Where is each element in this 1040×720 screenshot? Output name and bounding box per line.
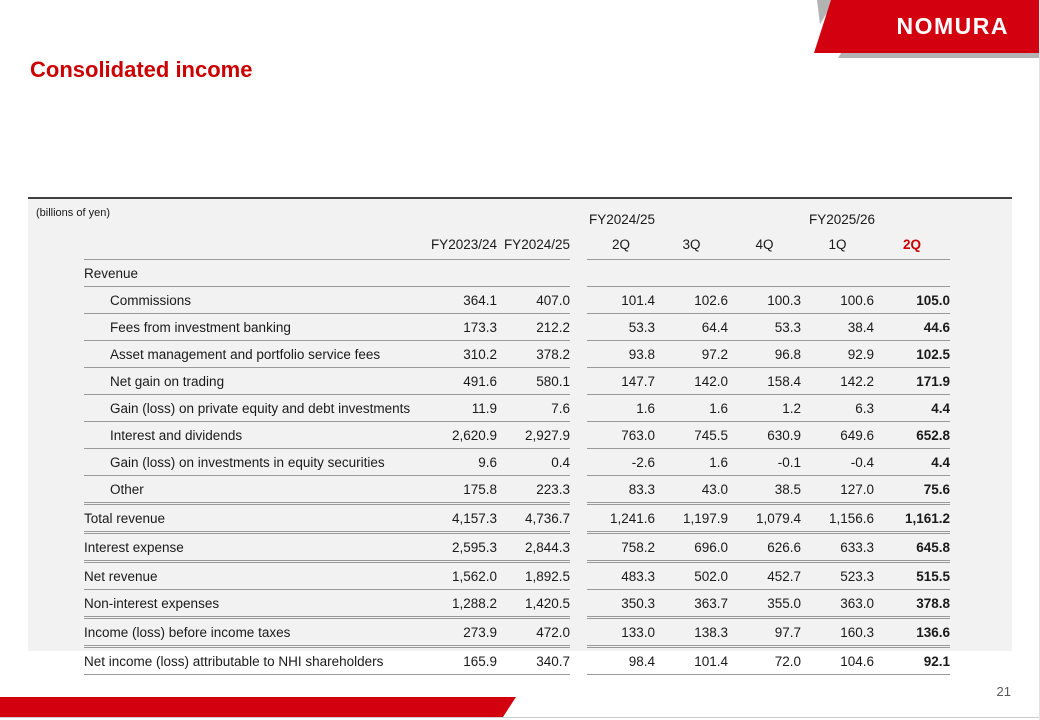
annual-cell: 407.0	[497, 287, 570, 314]
column-gap	[570, 368, 587, 395]
units-note: (billions of yen)	[36, 207, 110, 219]
row-label: Non-interest expenses	[84, 590, 414, 618]
income-table-region	[28, 197, 1012, 669]
quarter-cell: 763.0	[587, 422, 655, 449]
quarter-cell: 133.0	[587, 618, 655, 647]
table-row	[84, 395, 950, 422]
annual-cell: 7.6	[497, 395, 570, 422]
quarter-cell: 1.2	[728, 395, 801, 422]
annual-cell: 378.2	[497, 341, 570, 368]
quarter-cell: 53.3	[587, 314, 655, 341]
column-gap	[570, 504, 587, 533]
annual-cell: 310.2	[414, 341, 497, 368]
table-row	[84, 590, 950, 618]
quarter-cell: 483.3	[587, 562, 655, 590]
header-group-fy2025-26: FY2025/26	[809, 212, 876, 227]
header-columns-row	[84, 229, 950, 260]
quarter-cell: 626.6	[728, 533, 801, 562]
quarter-cell: 75.6	[874, 476, 950, 504]
header-4q: 4Q	[728, 229, 801, 260]
table-row	[84, 618, 950, 647]
quarter-cell: 43.0	[655, 476, 728, 504]
table-row	[84, 533, 950, 562]
quarter-cell	[801, 260, 874, 287]
row-label: Commissions	[84, 287, 414, 314]
quarter-cell: 363.7	[655, 590, 728, 618]
column-gap	[570, 449, 587, 476]
annual-cell: 2,844.3	[497, 533, 570, 562]
quarter-cell: 523.3	[801, 562, 874, 590]
annual-cell: 340.7	[497, 647, 570, 675]
annual-cell: 165.9	[414, 647, 497, 675]
quarter-cell: 105.0	[874, 287, 950, 314]
table-row	[84, 341, 950, 368]
column-gap	[570, 618, 587, 647]
annual-cell: 364.1	[414, 287, 497, 314]
quarter-cell: 100.6	[801, 287, 874, 314]
quarter-cell	[655, 260, 728, 287]
annual-cell: 212.2	[497, 314, 570, 341]
annual-cell: 2,927.9	[497, 422, 570, 449]
quarter-cell: -0.1	[728, 449, 801, 476]
quarter-cell: 4.4	[874, 449, 950, 476]
quarter-cell: 645.8	[874, 533, 950, 562]
quarter-cell: 100.3	[728, 287, 801, 314]
annual-cell: 2,620.9	[414, 422, 497, 449]
row-label: Interest expense	[84, 533, 414, 562]
column-gap	[570, 287, 587, 314]
row-label: Fees from investment banking	[84, 314, 414, 341]
annual-cell: 472.0	[497, 618, 570, 647]
table-row	[84, 449, 950, 476]
row-label: Revenue	[84, 260, 414, 287]
column-gap	[570, 395, 587, 422]
quarter-cell: 758.2	[587, 533, 655, 562]
annual-cell: 9.6	[414, 449, 497, 476]
quarter-cell: 355.0	[728, 590, 801, 618]
header-fy2023-24: FY2023/24	[414, 229, 497, 260]
header-fy2024-25: FY2024/25	[497, 229, 570, 260]
annual-cell: 4,736.7	[497, 504, 570, 533]
column-gap	[570, 533, 587, 562]
annual-cell: 273.9	[414, 618, 497, 647]
quarter-cell: 1,197.9	[655, 504, 728, 533]
quarter-cell: 1.6	[587, 395, 655, 422]
quarter-cell	[587, 260, 655, 287]
column-gap	[570, 341, 587, 368]
table-row	[84, 260, 950, 287]
quarter-cell: 6.3	[801, 395, 874, 422]
quarter-cell: 138.3	[655, 618, 728, 647]
quarter-cell: 1,161.2	[874, 504, 950, 533]
quarter-cell: 696.0	[655, 533, 728, 562]
row-label: Net gain on trading	[84, 368, 414, 395]
quarter-cell: 630.9	[728, 422, 801, 449]
column-gap	[570, 260, 587, 287]
quarter-cell: 147.7	[587, 368, 655, 395]
quarter-cell: 92.1	[874, 647, 950, 675]
footer-hairline	[0, 717, 1039, 718]
table-row	[84, 368, 950, 395]
column-gap	[570, 476, 587, 504]
quarter-cell: 502.0	[655, 562, 728, 590]
table-row	[84, 647, 950, 675]
annual-cell: 11.9	[414, 395, 497, 422]
quarter-cell: 158.4	[728, 368, 801, 395]
quarter-cell: 350.3	[587, 590, 655, 618]
annual-cell: 580.1	[497, 368, 570, 395]
quarter-cell: 142.0	[655, 368, 728, 395]
table-row	[84, 562, 950, 590]
nomura-logo-text: NOMURA	[896, 13, 1009, 39]
quarter-cell: 104.6	[801, 647, 874, 675]
quarter-cell: 515.5	[874, 562, 950, 590]
header-3q: 3Q	[655, 229, 728, 260]
quarter-cell: 127.0	[801, 476, 874, 504]
quarter-cell: 160.3	[801, 618, 874, 647]
annual-cell: 1,288.2	[414, 590, 497, 618]
annual-cell: 223.3	[497, 476, 570, 504]
nomura-logo-banner	[809, 0, 1039, 60]
quarter-cell: 142.2	[801, 368, 874, 395]
row-label: Net revenue	[84, 562, 414, 590]
quarter-cell: 97.2	[655, 341, 728, 368]
column-gap	[570, 590, 587, 618]
quarter-cell: 4.4	[874, 395, 950, 422]
income-table-body	[84, 260, 950, 675]
quarter-cell: 102.6	[655, 287, 728, 314]
quarter-cell: 1.6	[655, 395, 728, 422]
header-empty	[497, 199, 570, 229]
quarter-cell: 363.0	[801, 590, 874, 618]
quarter-cell: 378.8	[874, 590, 950, 618]
quarter-cell: 97.7	[728, 618, 801, 647]
column-gap	[570, 647, 587, 675]
quarter-cell: 136.6	[874, 618, 950, 647]
quarter-cell: 101.4	[655, 647, 728, 675]
header-empty	[414, 199, 497, 229]
annual-cell: 1,420.5	[497, 590, 570, 618]
quarter-cell: 64.4	[655, 314, 728, 341]
column-gap	[570, 422, 587, 449]
page-number: 21	[996, 684, 1011, 699]
annual-cell: 1,892.5	[497, 562, 570, 590]
quarter-cell: 101.4	[587, 287, 655, 314]
quarter-cell: 83.3	[587, 476, 655, 504]
quarter-cell: 171.9	[874, 368, 950, 395]
header-group-fy2024-25: FY2024/25	[589, 212, 656, 227]
quarter-cell: 745.5	[655, 422, 728, 449]
header-1q: 1Q	[801, 229, 874, 260]
annual-cell	[497, 260, 570, 287]
row-label: Gain (loss) on private equity and debt investments	[84, 395, 414, 422]
quarter-cell: -2.6	[587, 449, 655, 476]
consolidated-income-table	[84, 199, 950, 675]
quarter-cell: 38.5	[728, 476, 801, 504]
header-empty	[84, 229, 414, 260]
column-gap	[570, 199, 587, 229]
quarter-cell: 1,156.6	[801, 504, 874, 533]
footer-red-bar	[0, 697, 516, 717]
page-title: Consolidated income	[30, 57, 253, 82]
row-label: Net income (loss) attributable to NHI shareholders	[84, 647, 414, 675]
quarter-cell: 72.0	[728, 647, 801, 675]
quarter-cell: 96.8	[728, 341, 801, 368]
table-row	[84, 504, 950, 533]
annual-cell: 1,562.0	[414, 562, 497, 590]
row-label: Total revenue	[84, 504, 414, 533]
quarter-cell: 649.6	[801, 422, 874, 449]
header-group-row	[84, 199, 950, 229]
column-gap	[570, 314, 587, 341]
quarter-cell: 1,079.4	[728, 504, 801, 533]
quarter-cell	[874, 260, 950, 287]
annual-cell: 175.8	[414, 476, 497, 504]
table-row	[84, 287, 950, 314]
quarter-cell: 102.5	[874, 341, 950, 368]
table-row	[84, 314, 950, 341]
row-label: Other	[84, 476, 414, 504]
row-label: Asset management and portfolio service fees	[84, 341, 414, 368]
annual-cell: 2,595.3	[414, 533, 497, 562]
row-label: Income (loss) before income taxes	[84, 618, 414, 647]
quarter-cell: 1,241.6	[587, 504, 655, 533]
annual-cell: 491.6	[414, 368, 497, 395]
quarter-cell	[728, 260, 801, 287]
row-label: Gain (loss) on investments in equity securities	[84, 449, 414, 476]
quarter-cell: 1.6	[655, 449, 728, 476]
column-gap	[570, 229, 587, 260]
column-gap	[570, 562, 587, 590]
row-label: Interest and dividends	[84, 422, 414, 449]
quarter-cell: 633.3	[801, 533, 874, 562]
table-row	[84, 476, 950, 504]
quarter-cell: 652.8	[874, 422, 950, 449]
quarter-cell: 452.7	[728, 562, 801, 590]
quarter-cell: 93.8	[587, 341, 655, 368]
annual-cell: 4,157.3	[414, 504, 497, 533]
header-empty	[84, 199, 414, 229]
quarter-cell: 44.6	[874, 314, 950, 341]
quarter-cell: 92.9	[801, 341, 874, 368]
quarter-cell: -0.4	[801, 449, 874, 476]
annual-cell	[414, 260, 497, 287]
quarter-cell: 53.3	[728, 314, 801, 341]
annual-cell: 173.3	[414, 314, 497, 341]
table-row	[84, 422, 950, 449]
quarter-cell: 38.4	[801, 314, 874, 341]
quarter-cell: 98.4	[587, 647, 655, 675]
header-2q: 2Q	[587, 229, 655, 260]
annual-cell: 0.4	[497, 449, 570, 476]
header-2q-current: 2Q	[874, 229, 950, 260]
